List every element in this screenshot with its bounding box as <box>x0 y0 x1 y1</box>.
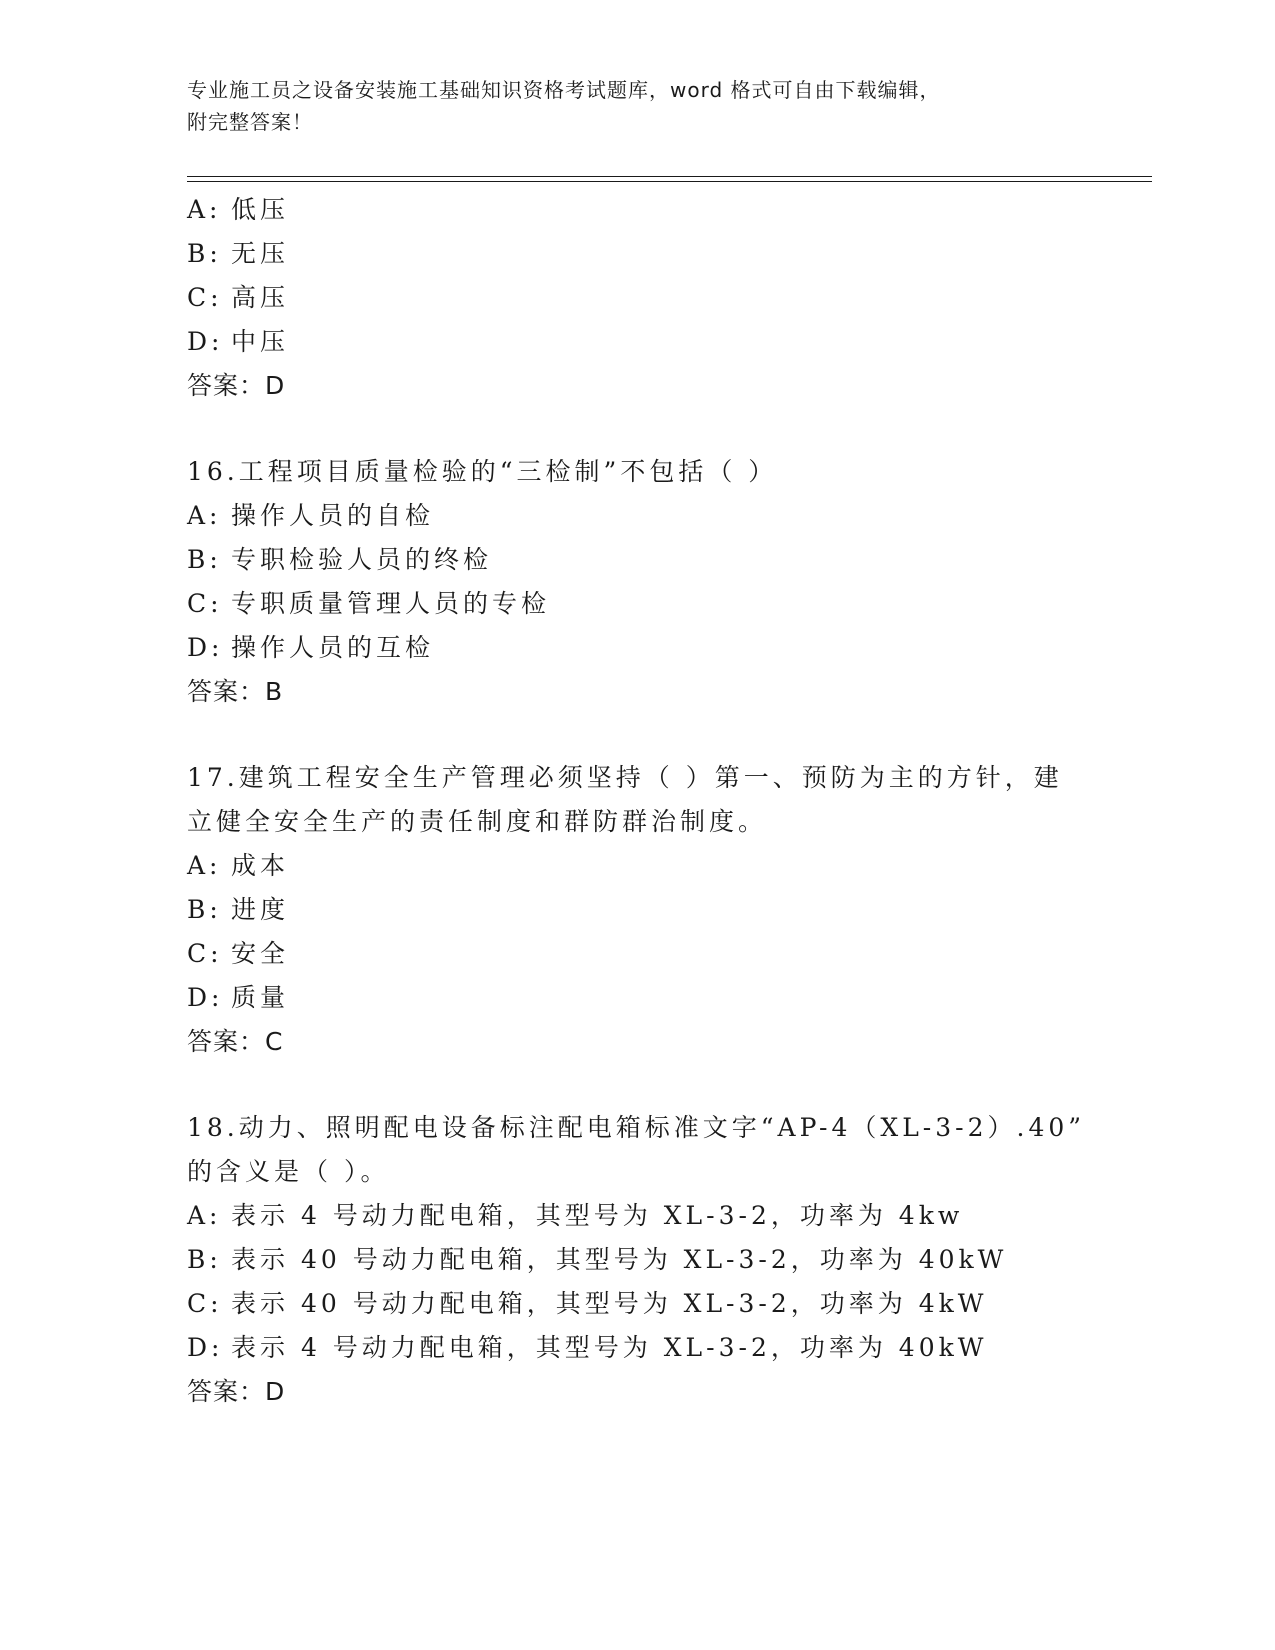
option-label: A: <box>187 195 222 224</box>
answer-value: D <box>265 371 286 400</box>
answer-label: 答案： <box>187 1377 266 1406</box>
answer-label: 答案： <box>187 1027 266 1056</box>
q16-option-b <box>187 544 492 576</box>
q16-option-a <box>187 500 434 532</box>
option-text: 低压 <box>231 195 290 224</box>
q17-option-b <box>187 894 289 926</box>
answer-label: 答案： <box>187 371 266 400</box>
q18-option-d <box>187 1332 987 1364</box>
option-text: 进度 <box>231 895 290 924</box>
q17-stem-line-2: 立健全安全生产的责任制度和群防群治制度。 <box>187 807 768 836</box>
q16-option-c <box>187 588 550 620</box>
answer-label: 答案： <box>187 677 266 706</box>
header-line-2: 附完整答案！ <box>187 110 313 134</box>
q17-option-c <box>187 938 289 970</box>
q16-stem: 16.工程项目质量检验的“三检制”不包括（ ） <box>187 457 778 486</box>
answer-value: C <box>265 1027 284 1056</box>
option-label: A: <box>187 501 222 530</box>
option-label: A: <box>187 851 222 880</box>
option-label: B: <box>187 895 222 924</box>
option-label: B: <box>187 545 222 574</box>
option-label: C: <box>187 589 223 618</box>
document-header <box>187 74 1067 138</box>
header-line-1: 专业施工员之设备安装施工基础知识资格考试题库，word 格式可自由下载编辑， <box>187 78 941 102</box>
q15-answer <box>187 370 285 402</box>
option-text: 安全 <box>231 939 290 968</box>
q16-answer <box>187 676 283 708</box>
header-divider-top <box>187 176 1152 177</box>
option-label: C: <box>187 939 223 968</box>
q17-option-a <box>187 850 289 882</box>
q16-option-d <box>187 632 434 664</box>
q18-option-c <box>187 1288 987 1320</box>
option-label: C: <box>187 283 223 312</box>
option-text: 表示 4 号动力配电箱，其型号为 XL-3-2，功率为 4kw <box>231 1201 964 1230</box>
q18-answer <box>187 1376 285 1408</box>
option-text: 操作人员的互检 <box>231 633 435 662</box>
option-label: D: <box>187 983 224 1012</box>
q15-option-b <box>187 238 289 270</box>
q18-stem-line-1: 18.动力、照明配电设备标注配电箱标准文字“AP-4（XL-3-2）.40” <box>187 1113 1086 1142</box>
q17-stem-line-1: 17.建筑工程安全生产管理必须坚持（ ）第一、预防为主的方针，建 <box>187 763 1063 792</box>
option-label: B: <box>187 239 222 268</box>
q17-answer <box>187 1026 283 1058</box>
option-text: 专职质量管理人员的专检 <box>231 589 551 618</box>
option-label: A: <box>187 1201 222 1230</box>
header-divider-bottom <box>187 181 1152 182</box>
q17-option-d <box>187 982 289 1014</box>
option-text: 表示 40 号动力配电箱，其型号为 XL-3-2，功率为 4kW <box>231 1289 988 1318</box>
option-label: D: <box>187 327 224 356</box>
option-label: B: <box>187 1245 222 1274</box>
q18-option-a <box>187 1200 963 1232</box>
q18-option-b <box>187 1244 1007 1276</box>
option-text: 操作人员的自检 <box>231 501 435 530</box>
option-label: D: <box>187 1333 224 1362</box>
q18-stem-line-2: 的含义是（ ）。 <box>187 1157 390 1186</box>
option-text: 中压 <box>231 327 290 356</box>
option-text: 成本 <box>231 851 290 880</box>
answer-value: D <box>265 1377 286 1406</box>
option-label: D: <box>187 633 224 662</box>
q15-option-a <box>187 194 289 226</box>
option-label: C: <box>187 1289 223 1318</box>
option-text: 无压 <box>231 239 290 268</box>
option-text: 表示 4 号动力配电箱，其型号为 XL-3-2，功率为 40kW <box>231 1333 988 1362</box>
answer-value: B <box>265 677 284 706</box>
option-text: 专职检验人员的终检 <box>231 545 493 574</box>
q15-option-d <box>187 326 289 358</box>
option-text: 高压 <box>231 283 290 312</box>
q15-option-c <box>187 282 289 314</box>
option-text: 表示 40 号动力配电箱，其型号为 XL-3-2，功率为 40kW <box>231 1245 1008 1274</box>
option-text: 质量 <box>231 983 290 1012</box>
